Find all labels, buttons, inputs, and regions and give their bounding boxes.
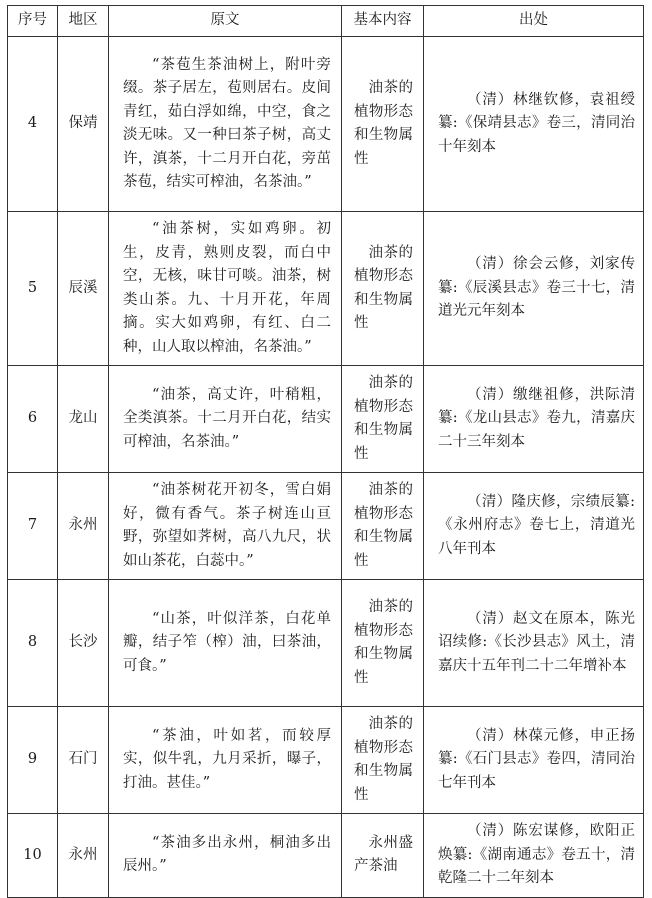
row-original: “油茶树花开初冬，雪白娟好，微有香气。茶子树连山亘野，弥望如荠树，高八九尺，状如山茶花，白蕊中。” xyxy=(109,473,342,580)
row-num: 4 xyxy=(8,37,58,212)
row-source: （清）林葆元修，申正扬纂:《石门县志》卷四，清同治七年刊本 xyxy=(424,707,644,814)
table-row xyxy=(8,366,644,473)
row-content: 油茶的植物形态和生物属性 xyxy=(342,707,424,814)
row-original: “山茶，叶似洋茶，白花单瓣，结子笮（榨）油，曰茶油，可食。” xyxy=(109,580,342,707)
row-region: 保靖 xyxy=(58,37,109,212)
row-content: 油茶的植物形态和生物属性 xyxy=(342,212,424,366)
records-table xyxy=(7,5,644,898)
row-region: 永州 xyxy=(58,814,109,898)
header-source: 出处 xyxy=(424,6,644,37)
row-original: “油茶树，实如鸡卵。初生，皮青，熟则皮裂，而白中空，无核，味甘可啖。油茶，树类山茶。九、十月开花，年周摘。实大如鸡卵，有红、白二种，山人取以榨油，名茶油。” xyxy=(109,212,342,366)
row-content: 油茶的植物形态和生物属性 xyxy=(342,366,424,473)
row-region: 永州 xyxy=(58,473,109,580)
row-num: 8 xyxy=(8,580,58,707)
row-content: 永州盛产茶油 xyxy=(342,814,424,898)
row-source: （清）徐会云修，刘家传纂:《辰溪县志》卷三十七，清道光元年刻本 xyxy=(424,212,644,366)
row-region: 石门 xyxy=(58,707,109,814)
row-source: （清）缴继祖修，洪际清纂:《龙山县志》卷九，清嘉庆二十三年刻本 xyxy=(424,366,644,473)
table-header-row xyxy=(8,6,644,37)
row-region: 长沙 xyxy=(58,580,109,707)
row-content: 油茶的植物形态和生物属性 xyxy=(342,37,424,212)
row-source: （清）隆庆修，宗绩辰纂:《永州府志》卷七上，清道光八年刊本 xyxy=(424,473,644,580)
header-content: 基本内容 xyxy=(342,6,424,37)
row-content: 油茶的植物形态和生物属性 xyxy=(342,473,424,580)
row-source: （清）林继钦修，袁祖绶纂:《保靖县志》卷三，清同治十年刻本 xyxy=(424,37,644,212)
row-num: 7 xyxy=(8,473,58,580)
row-original: “茶苞生茶油树上，附叶旁缀。茶子居左，苞则居右。皮间青红，茹白浮如绵，中空，食之淡无味。又一种曰茶子树，高丈许，滇茶，十二月开白花，旁茁茶苞，结实可榨油，名茶油。” xyxy=(109,37,342,212)
table-row xyxy=(8,473,644,580)
row-region: 辰溪 xyxy=(58,212,109,366)
header-region: 地区 xyxy=(58,6,109,37)
table-row xyxy=(8,580,644,707)
row-original: “油茶，高丈许，叶稍粗，全类滇茶。十二月开白花，结实可榨油，名茶油。” xyxy=(109,366,342,473)
row-region: 龙山 xyxy=(58,366,109,473)
table-row xyxy=(8,707,644,814)
row-original: “茶油多出永州，桐油多出辰州。” xyxy=(109,814,342,898)
table-row xyxy=(8,212,644,366)
table-row xyxy=(8,814,644,898)
row-num: 9 xyxy=(8,707,58,814)
row-num: 6 xyxy=(8,366,58,473)
row-original: “茶油，叶如茗，而较厚实，似牛乳，九月采折，曝子，打油。甚佳。” xyxy=(109,707,342,814)
row-num: 5 xyxy=(8,212,58,366)
table-row xyxy=(8,37,644,212)
row-num: 10 xyxy=(8,814,58,898)
header-num: 序号 xyxy=(8,6,58,37)
row-source: （清）赵文在原本，陈光诏续修:《长沙县志》风土，清嘉庆十五年刊二十二年增补本 xyxy=(424,580,644,707)
header-original: 原文 xyxy=(109,6,342,37)
row-source: （清）陈宏谋修，欧阳正焕纂:《湖南通志》卷五十，清乾隆二十二年刻本 xyxy=(424,814,644,898)
row-content: 油茶的植物形态和生物属性 xyxy=(342,580,424,707)
